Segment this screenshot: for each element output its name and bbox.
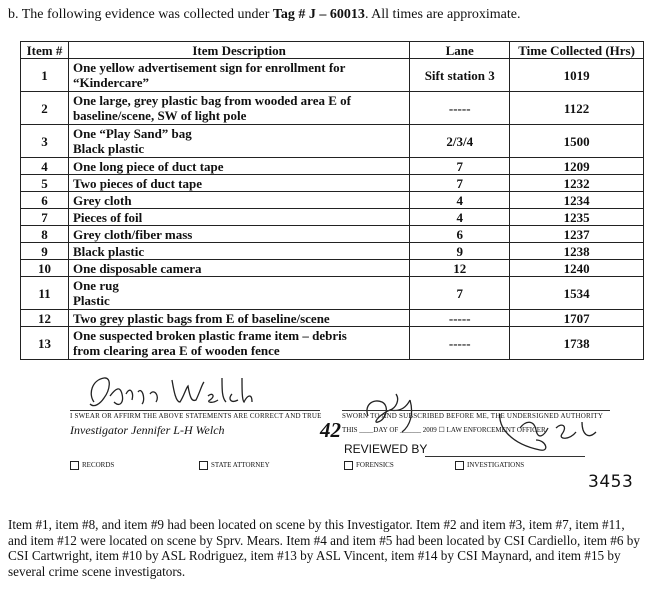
checkbox-icon xyxy=(199,461,208,470)
item-description-cell xyxy=(68,327,409,360)
item-number-cell: 8 xyxy=(21,226,69,243)
item-description-cell xyxy=(68,209,409,226)
item-number-cell: 11 xyxy=(21,277,69,310)
item-description-cell xyxy=(68,277,409,310)
item-description-line: from clearing area E of wooden fence xyxy=(72,343,280,358)
checkbox-records-label: RECORDS xyxy=(82,461,115,470)
item-description-line: One yellow advertisement sign for enrollment for xyxy=(72,60,346,75)
item-description-line: One rug xyxy=(72,278,119,293)
item-description-line: One long piece of duct tape xyxy=(72,158,224,174)
item-description-cell xyxy=(68,226,409,243)
tag-number: Tag # J – 60013 xyxy=(272,7,365,22)
evidence-table xyxy=(20,41,644,360)
checkbox-state-attorney-label: STATE ATTORNEY xyxy=(211,461,270,470)
notes-paragraph: Item #1, item #8, and item #9 had been located on scene by this Investigator. Item #2 and item #3, item #7, item #11, and item #12 were located on scene by Sprv. Mears. Item #4 and item #5 had been located by CSI Cardiello, item #6 by CSI Cartwright, item #10 by ASL Rodriguez, item #13 by ASL Vincent, item #14 by CSI Maynard, and item #15 by several crime scene investigators. xyxy=(8,517,640,579)
reviewed-by-label: REVIEWED BY xyxy=(344,442,428,456)
item-number-cell: 13 xyxy=(21,327,69,360)
lane-cell: 12 xyxy=(410,260,510,277)
affirm-statement: I SWEAR OR AFFIRM THE ABOVE STATEMENTS ARE CORRECT AND TRUE xyxy=(70,412,322,420)
time-collected-cell: 1122 xyxy=(510,92,644,125)
table-row xyxy=(21,125,644,158)
item-description-cell xyxy=(68,158,409,175)
checkbox-investigations-label: INVESTIGATIONS xyxy=(467,461,525,470)
signature-block xyxy=(70,370,630,490)
investigator-name: Investigator Jennifer L-H Welch xyxy=(70,423,225,437)
time-collected-cell: 1238 xyxy=(510,243,644,260)
header-lane: Lane xyxy=(410,42,510,59)
item-description-line: Black plastic xyxy=(72,141,145,156)
table-row xyxy=(21,175,644,192)
time-collected-cell: 1707 xyxy=(510,310,644,327)
lane-cell: 2/3/4 xyxy=(410,125,510,158)
checkbox-records[interactable] xyxy=(70,461,114,470)
item-description-line: baseline/scene, SW of light pole xyxy=(72,108,247,123)
item-description-line: One “Play Sand” bag xyxy=(72,126,192,141)
checkbox-forensics-label: FORENSICS xyxy=(356,461,394,470)
lane-cell: 4 xyxy=(410,192,510,209)
item-number-cell: 7 xyxy=(21,209,69,226)
item-description-line: Plastic xyxy=(72,293,110,308)
investigator-signature-line xyxy=(70,410,320,411)
table-row xyxy=(21,158,644,175)
item-number-cell: 5 xyxy=(21,175,69,192)
item-description-line: One suspected broken plastic frame item – debris xyxy=(72,328,347,343)
reviewed-by-line xyxy=(425,456,585,457)
item-number-cell: 6 xyxy=(21,192,69,209)
item-number-cell: 1 xyxy=(21,59,69,92)
checkbox-icon xyxy=(455,461,464,470)
table-row xyxy=(21,277,644,310)
table-row xyxy=(21,260,644,277)
time-collected-cell: 1534 xyxy=(510,277,644,310)
lane-cell: 9 xyxy=(410,243,510,260)
item-description-cell xyxy=(68,260,409,277)
table-header-row xyxy=(21,42,644,59)
item-number-cell: 9 xyxy=(21,243,69,260)
lane-cell: ----- xyxy=(410,310,510,327)
item-description-line: One disposable camera xyxy=(72,260,202,276)
table-row xyxy=(21,310,644,327)
checkbox-icon xyxy=(344,461,353,470)
time-collected-cell: 1237 xyxy=(510,226,644,243)
item-description-cell xyxy=(68,92,409,125)
table-row xyxy=(21,226,644,243)
item-description-cell xyxy=(68,310,409,327)
lane-cell: ----- xyxy=(410,92,510,125)
lane-cell: 7 xyxy=(410,158,510,175)
item-description-cell xyxy=(68,192,409,209)
sworn-statement: SWORN TO AND SUBSCRIBED BEFORE ME, THE UNDERSIGNED AUTHORITY xyxy=(342,412,604,420)
item-description-cell xyxy=(68,243,409,260)
time-collected-cell: 1209 xyxy=(510,158,644,175)
checkbox-icon xyxy=(70,461,79,470)
lane-cell: 6 xyxy=(410,226,510,243)
item-description-line: Two pieces of duct tape xyxy=(72,175,202,191)
table-row xyxy=(21,192,644,209)
checkbox-investigations[interactable] xyxy=(455,461,524,470)
item-description-line: Black plastic xyxy=(72,243,145,259)
table-row xyxy=(21,327,644,360)
table-row xyxy=(21,59,644,92)
notary-signature-line xyxy=(342,410,610,411)
item-description-line: Grey cloth/fiber mass xyxy=(72,226,193,242)
table-row xyxy=(21,243,644,260)
item-number-cell: 4 xyxy=(21,158,69,175)
time-collected-cell: 1235 xyxy=(510,209,644,226)
table-row xyxy=(21,92,644,125)
item-description-line: One large, grey plastic bag from wooded area E of xyxy=(72,93,351,108)
item-description-line: Pieces of foil xyxy=(72,209,143,225)
intro-prefix: b. The following evidence was collected under xyxy=(8,7,273,22)
header-item-description: Item Description xyxy=(68,42,409,59)
checkbox-forensics[interactable] xyxy=(344,461,394,470)
item-description-line: Grey cloth xyxy=(72,192,132,208)
item-description-cell xyxy=(68,175,409,192)
investigator-signature xyxy=(80,372,280,412)
time-collected-cell: 1232 xyxy=(510,175,644,192)
page-number: 42 xyxy=(320,418,341,442)
time-collected-cell: 1240 xyxy=(510,260,644,277)
header-item-number: Item # xyxy=(21,42,69,59)
item-description-cell xyxy=(68,59,409,92)
time-collected-cell: 1234 xyxy=(510,192,644,209)
lane-cell: 4 xyxy=(410,209,510,226)
lane-cell: 7 xyxy=(410,277,510,310)
header-time-collected: Time Collected (Hrs) xyxy=(510,42,644,59)
time-collected-cell: 1500 xyxy=(510,125,644,158)
item-number-cell: 3 xyxy=(21,125,69,158)
handwritten-number: 3453 xyxy=(588,472,634,492)
time-collected-cell: 1738 xyxy=(510,327,644,360)
intro-line xyxy=(8,7,520,23)
item-description-cell xyxy=(68,125,409,158)
checkbox-state-attorney[interactable] xyxy=(199,461,270,470)
intro-suffix: . All times are approximate. xyxy=(364,7,521,22)
item-description-line: “Kindercare” xyxy=(72,75,150,90)
item-number-cell: 12 xyxy=(21,310,69,327)
time-collected-cell: 1019 xyxy=(510,59,644,92)
lane-cell: ----- xyxy=(410,327,510,360)
item-description-line: Two grey plastic bags from E of baseline/scene xyxy=(72,310,330,326)
this-day-line: THIS ____DAY OF ______ 2009 ☐ LAW ENFORCEMENT OFFICER xyxy=(342,426,546,434)
lane-cell: 7 xyxy=(410,175,510,192)
item-number-cell: 10 xyxy=(21,260,69,277)
item-number-cell: 2 xyxy=(21,92,69,125)
lane-cell: Sift station 3 xyxy=(410,59,510,92)
table-row xyxy=(21,209,644,226)
